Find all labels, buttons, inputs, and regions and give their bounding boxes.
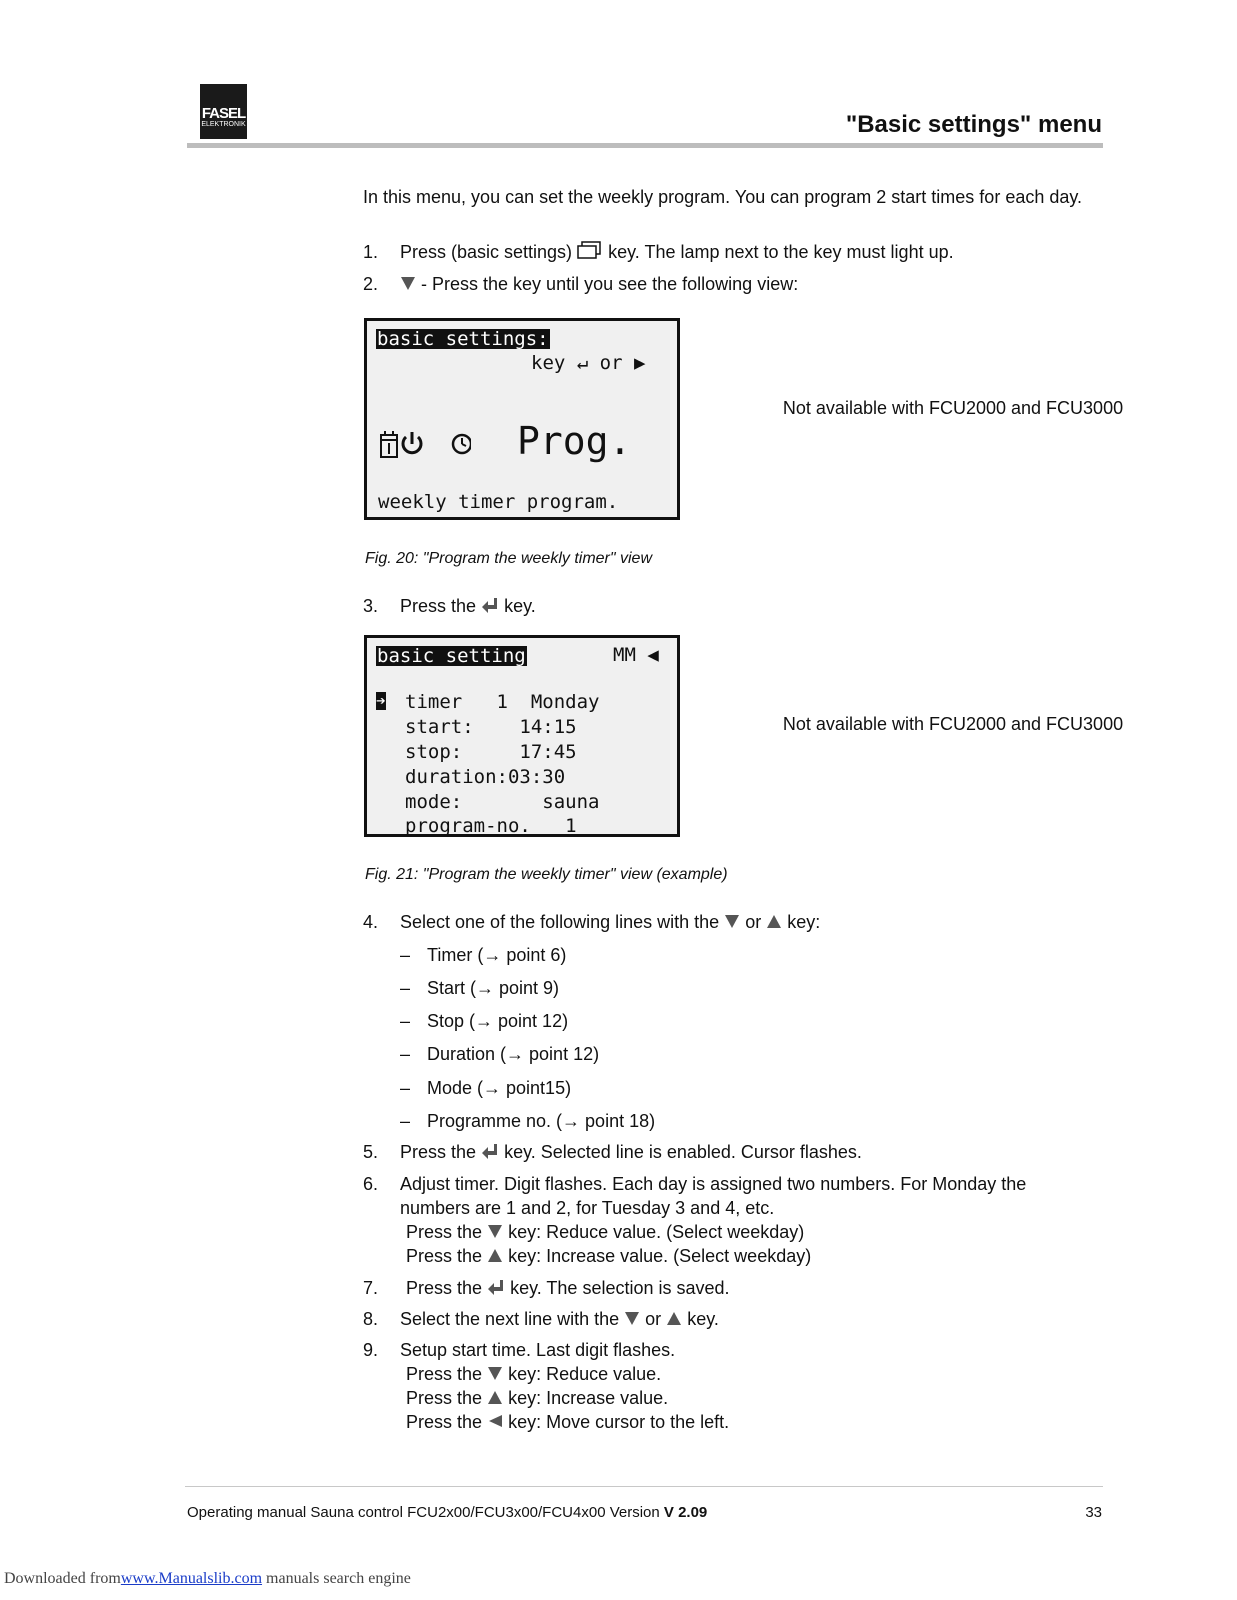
step-3-text-b: key. [504,596,536,616]
list-bullet: – [400,978,411,998]
step-8-text-a: Select the next line with the [400,1309,620,1329]
step-number: 9. [363,1340,379,1360]
calendar-icon [381,431,397,457]
list-bullet: – [400,1111,411,1131]
footer-manual-title: Operating manual Sauna control FCU2x00/FCU3x00/FCU4x00 Version [187,1504,660,1521]
step-number: 4. [363,912,379,932]
lcd-line-duration: duration:03:30 [405,766,566,788]
step-number: 2. [363,274,379,294]
step-9-line-3 [406,1386,668,1410]
step-2-text: - Press the key until you see the following view: [421,274,799,294]
step-4-or: or [745,912,762,932]
list-item: Programme no. (→ point 18) [427,1111,656,1131]
step-6-line-3 [406,1220,804,1244]
figure-caption: Fig. 21: "Program the weekly timer" view (example) [365,866,728,883]
availability-note: Not available with FCU2000 and FCU3000 [782,714,1124,734]
step-5-text-a: Press the [400,1142,477,1162]
lcd-footer: weekly timer program. [378,491,619,513]
step-9-line-2 [406,1362,661,1386]
step-1-text-b: key. The lamp next to the key must light up. [608,242,954,262]
step-5 [400,1140,862,1164]
footer-text [187,1504,707,1521]
increase-value-text: key: Increase value. (Select weekday) [508,1246,812,1266]
reduce-value-text: key: Reduce value. [508,1364,662,1384]
step-4 [400,910,820,934]
clock-icon [453,435,471,453]
increase-value-text: key: Increase value. [508,1388,669,1408]
lcd-line-start: start: 14:15 [405,716,577,738]
step-8-or: or [645,1309,662,1329]
lcd-header: basic setting [377,645,526,667]
lcd-big-text: Prog. [517,419,632,463]
step-number: 1. [363,242,379,262]
enter-key-icon [481,1143,499,1159]
list-item: Mode (→ point15) [427,1078,572,1098]
down-triangle-icon [487,1223,503,1239]
lcd-line-program: program-no. 1 [405,815,577,837]
up-triangle-icon [666,1310,682,1326]
lcd-line-stop: stop: 17:45 [405,741,577,763]
step-number: 6. [363,1174,379,1194]
availability-note: Not available with FCU2000 and FCU3000 [782,398,1124,418]
step-7-text-a: Press the [406,1278,483,1298]
enter-key-icon [481,597,499,613]
step-1-text-a: Press (basic settings) [400,242,573,262]
download-banner [4,1570,411,1588]
manualslib-link[interactable]: www.Manualslib.com [120,1570,263,1587]
logo-text: FASEL [201,105,246,122]
reduce-value-text: key: Reduce value. (Select weekday) [508,1222,805,1242]
up-triangle-icon [487,1389,503,1405]
down-triangle-icon [724,913,740,929]
lcd-header-right: MM ◀ [613,644,659,666]
footer-version: V 2.09 [663,1504,708,1521]
list-item: Duration (→ point 12) [427,1044,600,1064]
download-prefix: Downloaded from [4,1570,121,1587]
lcd-line-timer: timer 1 Monday [405,691,600,713]
power-icon [403,432,421,453]
up-triangle-icon [487,1247,503,1263]
figure-caption: Fig. 20: "Program the weekly timer" view [365,550,653,567]
step-6-line-4 [406,1244,811,1268]
step-6-line-1: Adjust timer. Digit flashes. Each day is assigned two numbers. For Monday the [400,1174,1027,1194]
list-bullet: – [400,945,411,965]
step-number: 3. [363,596,379,616]
press-the-text: Press the [406,1222,483,1242]
header-divider [187,143,1103,148]
step-8-text-b: key. [687,1309,719,1329]
download-suffix: manuals search engine [266,1570,411,1587]
lcd-header: basic settings: [377,328,549,350]
list-bullet: – [400,1011,411,1031]
step-3 [400,594,536,618]
step-9-line-1: Setup start time. Last digit flashes. [400,1340,676,1360]
footer-divider [185,1486,1103,1487]
step-7-text-b: key. The selection is saved. [510,1278,730,1298]
intro-text: In this menu, you can set the weekly program. You can program 2 start times for each day. [363,187,1083,207]
step-4-text-a: Select one of the following lines with the [400,912,720,932]
calendar-power-icons [379,429,471,459]
press-the-text: Press the [406,1412,483,1432]
step-7 [406,1276,730,1300]
lcd-hint: key ↵ or ▶ [531,352,646,374]
left-triangle-icon [487,1413,503,1429]
fasel-logo [200,84,247,139]
press-the-text: Press the [406,1364,483,1384]
step-8 [400,1307,719,1331]
lcd-display-weekly-timer [364,318,680,520]
lcd-display-timer-example [364,635,680,837]
step-number: 8. [363,1309,379,1329]
page-title: "Basic settings" menu [845,111,1102,138]
list-bullet: – [400,1044,411,1064]
down-triangle-icon [624,1310,640,1326]
step-5-text-b: key. Selected line is enabled. Cursor flashes. [504,1142,862,1162]
down-triangle-icon [400,275,416,291]
step-2 [400,272,798,296]
step-4-text-b: key: [787,912,821,932]
down-triangle-icon [487,1365,503,1381]
up-triangle-icon [766,913,782,929]
step-9-line-4 [406,1410,729,1434]
move-cursor-text: key: Move cursor to the left. [508,1412,730,1432]
list-bullet: – [400,1078,411,1098]
step-6-line-2: numbers are 1 and 2, for Tuesday 3 and 4, etc. [400,1198,775,1218]
enter-key-icon [487,1279,505,1295]
step-number: 5. [363,1142,379,1162]
step-3-text-a: Press the [400,596,477,616]
lcd-line-mode: mode: sauna [405,791,600,813]
logo-subtext: ELEKTRONIK [201,121,246,128]
basic-settings-key-icon [577,240,603,260]
list-item: Start (→ point 9) [427,978,560,998]
press-the-text: Press the [406,1246,483,1266]
press-the-text: Press the [406,1388,483,1408]
list-item: Timer (→ point 6) [427,945,567,965]
page-number: 33 [1085,1504,1102,1521]
step-1 [400,240,954,264]
lcd-cursor: ➔ [376,691,386,710]
list-item: Stop (→ point 12) [427,1011,569,1031]
step-number: 7. [363,1278,379,1298]
